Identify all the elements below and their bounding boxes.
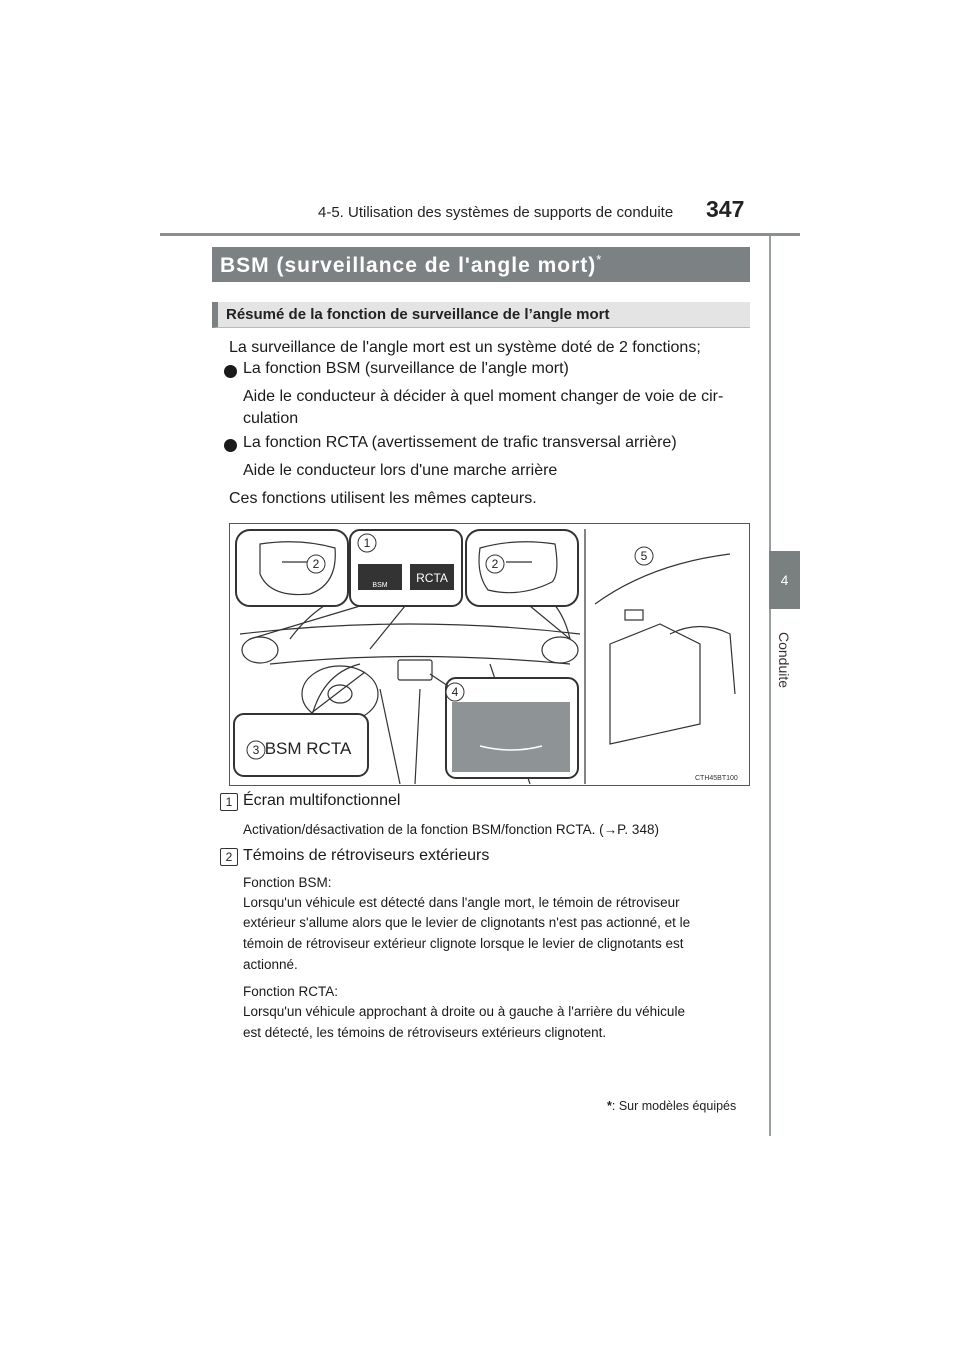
rear-camera-screen [452,702,570,772]
bsm-label: BSM [372,582,388,589]
legend-title-1: Écran multifonctionnel [243,792,401,809]
bullet-rcta-label: La fonction RCTA (avertissement de trafic transversal arrière) [243,434,677,451]
legend-2-line: Fonction RCTA: [243,984,339,999]
bullet-bsm-label: La fonction BSM (surveillance de l'angle mort) [243,360,569,377]
closing-text: Ces fonctions utilisent les mêmes capteurs. [229,490,537,507]
legend-2-line: actionné. [243,957,298,972]
footnote-text: : Sur modèles équipés [611,1099,737,1113]
legend-num-1: 1 [220,793,238,811]
header-rule [160,233,800,236]
bullet-bsm-desc-line1: Aide le conducteur à décider à quel moment changer de voie de cir- [243,388,724,405]
rcta-label: RCTA [416,571,448,585]
figure-code: CTH45BT100 [695,775,738,782]
side-rule [769,236,771,1136]
legend-2-line: extérieur s'allume alors que le levier de clignotants n'est pas actionné, et le [243,915,691,930]
legend-title-2: Témoins de rétroviseurs extérieurs [243,847,490,864]
legend-2-line: Lorsqu'un véhicule approchant à droite ou à gauche à l'arrière du véhicule [243,1004,685,1019]
callout-2-left: 2 [312,557,320,571]
legend-2-line: Lorsqu'un véhicule est détecté dans l'angle mort, le témoin de rétroviseur [243,895,680,910]
chapter-tab: 4 [769,551,800,609]
footnote-asterisk: * [607,1099,612,1113]
system-illustration [229,523,750,786]
callout-5: 5 [640,549,648,563]
title-asterisk: * [596,252,603,267]
chapter-label [772,620,796,700]
callout-4: 4 [451,685,459,699]
indicator-text: BSM RCTA [264,739,352,758]
footnote [607,1099,736,1113]
intro-text: La surveillance de l'angle mort est un système doté de 2 fonctions; [229,339,701,356]
bullet-rcta-desc: Aide le conducteur lors d'une marche arrière [243,462,558,479]
chapter-label-text: Conduite [776,631,792,689]
subsection-bar [212,302,750,328]
bullet-dot [224,365,237,378]
section-title: BSM (surveillance de l'angle mort)* [220,252,603,277]
bullet-bsm-desc-line2: culation [243,410,299,427]
legend-1-line: Activation/désactivation de la fonction BSM/fonction RCTA. (→P. 348) [243,822,659,837]
callout-2-right: 2 [491,557,499,571]
bullet-dot [224,439,237,452]
legend-2-line: est détecté, les témoins de rétroviseurs extérieurs clignotent. [243,1025,607,1040]
illustration-svg [230,524,749,785]
subsection-title: Résumé de la fonction de surveillance de l’angle mort [226,306,610,323]
section-title-bar [212,247,750,282]
running-header: 4-5. Utilisation des systèmes de supports de conduite [318,204,674,221]
legend-2-line: Fonction BSM: [243,875,332,890]
callout-1: 1 [363,536,371,550]
legend-2-line: témoin de rétroviseur extérieur clignote lorsque le levier de clignotants est [243,936,684,951]
legend-num-2: 2 [220,848,238,866]
page-number: 347 [706,196,745,222]
callout-3: 3 [252,743,260,757]
